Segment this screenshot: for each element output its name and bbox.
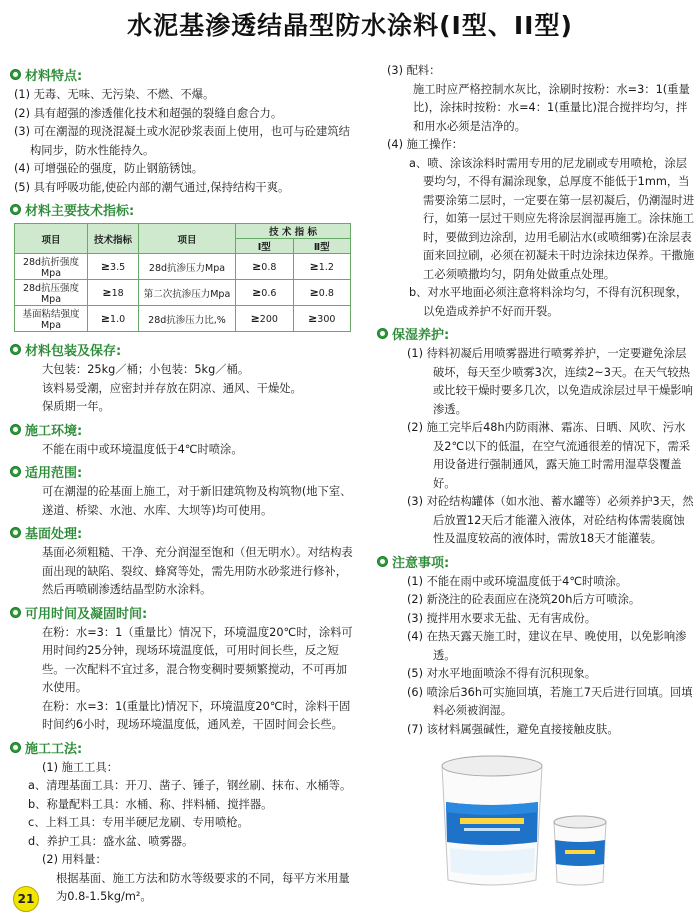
curing-item: (1) 待料初凝后用喷雾器进行喷雾养护，一定要避免涂层破坏，每天至少喷雾3次，连续2~3天。在天气较热或比较干燥时要多几次，以免造成涂层过早干燥影响渗透。 xyxy=(407,347,693,416)
section-bullet-icon xyxy=(10,466,21,477)
table-row xyxy=(15,306,351,332)
bucket-icon xyxy=(420,752,625,892)
section-notes-heading xyxy=(377,552,695,571)
dosage-heading: (2) 用料量： xyxy=(42,853,107,866)
mixing-heading: (3) 配料： xyxy=(387,64,441,77)
feature-item: (5) 具有呼吸功能,使砼内部的潮气通过,保持结构干爽。 xyxy=(14,180,290,194)
table-cell: ≥1.0 xyxy=(88,306,139,332)
table-cell: ≥300 xyxy=(293,306,351,332)
section-bullet-icon xyxy=(10,69,21,80)
packaging-line: 该料易受潮，应密封并存放在阴凉、通风、干燥处。 xyxy=(42,381,302,395)
note-item: (1) 不能在雨中或环境温度低于4℃时喷涂。 xyxy=(407,574,628,588)
table-row xyxy=(15,280,351,306)
operation-heading: (4) 施工操作： xyxy=(387,138,464,151)
section-title: 注意事项: xyxy=(392,555,450,571)
section-title: 可用时间及凝固时间: xyxy=(25,606,148,622)
section-title: 材料特点: xyxy=(25,69,83,84)
substrate-text: 基面必须粗糙、干净、充分润湿至饱和（但无明水）。对结构表面出现的缺陷、裂纹、蜂窝等处，需先用防水砂浆进行修补，然后再喷刷渗透结晶型防水涂料。 xyxy=(42,546,353,596)
section-curing-heading xyxy=(377,324,695,343)
section-substrate-heading xyxy=(10,523,355,542)
section-bullet-icon xyxy=(377,556,388,567)
table-cell: ≥3.5 xyxy=(88,254,139,280)
table-cell: 第二次抗渗压力Mpa xyxy=(139,280,236,306)
table-header: Ⅰ型 xyxy=(236,239,294,254)
tool-item: a、清理基面工具：开刀、凿子、锤子，钢丝刷、抹布、水桶等。 xyxy=(28,779,352,792)
potlife-paragraph: 在粉：水=3：1(重量比)情况下，环境温度20℃时，涂料干固时间约6小时，现场环境温度低，通风差，干固时间会长些。 xyxy=(42,699,351,731)
table-cell: 28d抗渗压力比,% xyxy=(139,306,236,332)
table-cell: 28d抗渗压力Mpa xyxy=(139,254,236,280)
note-item: (5) 对水平地面喷涂不得有沉积现象。 xyxy=(407,667,597,680)
table-header: 技 术 指 标 xyxy=(236,224,351,239)
operation-item: a、喷、涂该涂料时需用专用的尼龙刷或专用喷枪，涂层要均匀，不得有漏涂现象，总厚度不能低于1mm，当需要涂第二层时，一定要在第一层初凝后，仍潮湿时进行，如第一层过干则应先将涂层润湿再施工。涂抹施工时，要做到边涂刮，边用毛刷沾水(或喷细雾)在涂层表面来回拉刷，必须在初凝未干时边涂抹边保养。干撒施工必须喷撒均匀，阴角处做重点处理。 xyxy=(409,156,695,281)
section-environment-heading xyxy=(10,420,355,439)
product-buckets-image xyxy=(420,752,625,892)
potlife-paragraph: 在粉：水=3：1（重量比）情况下，环境温度20℃时，涂料可用时间约25分钟，现场环境温度低，可用时间长些，反之短些。一次配料不宜过多，混合物变稠时要频繁搅动，不可再加水使用。 xyxy=(42,625,353,694)
tool-item: d、养护工具：盛水盆、喷雾器。 xyxy=(28,834,194,848)
table-header: Ⅱ型 xyxy=(293,239,351,254)
section-scope-heading xyxy=(10,462,355,481)
section-packaging-heading xyxy=(10,340,355,359)
packaging-line: 保质期一年。 xyxy=(42,400,110,413)
section-bullet-icon xyxy=(377,328,388,339)
packaging-line: 大包装：25kg／桶；小包装：5kg／桶。 xyxy=(42,363,250,376)
table-cell: 基面粘结强度Mpa xyxy=(15,306,88,332)
table-cell: ≥1.2 xyxy=(293,254,351,280)
section-title: 施工环境: xyxy=(25,423,83,439)
section-title: 施工工法: xyxy=(25,741,83,757)
operation-item: b、对水平地面必须注意将料涂均匀，不得有沉积现象，以免造成养护不好而开裂。 xyxy=(409,286,688,318)
page-title: 水泥基渗透结晶型防水涂料(Ⅰ型、II型) xyxy=(127,11,573,40)
page-number-badge: 21 xyxy=(13,886,39,912)
table-row xyxy=(15,254,351,280)
section-bullet-icon xyxy=(10,607,21,618)
section-construction-heading xyxy=(10,738,355,757)
table-cell: ≥0.6 xyxy=(236,280,294,306)
scope-text: 可在潮湿的砼基面上施工，对于新旧建筑物及构筑物(地下室、遂道、桥梁、水池、水库、大坝等)均可使用。 xyxy=(42,485,352,517)
table-cell: ≥18 xyxy=(88,280,139,306)
mixing-text: 施工时应严格控制水灰比，涂刷时按粉：水=3：1(重量比)，涂抹时按粉：水=4：1(重量比)混合搅拌均匀，拌和用水必须是洁净的。 xyxy=(413,82,690,133)
section-bullet-icon xyxy=(10,344,21,355)
tools-heading: (1) 施工工具： xyxy=(42,760,119,774)
left-column xyxy=(10,62,355,907)
section-bullet-icon xyxy=(10,424,21,435)
note-item: (3) 搅拌用水要求无盐、无有害成份。 xyxy=(407,611,597,625)
table-cell: 28d抗压强度Mpa xyxy=(15,280,88,306)
tool-item: c、上料工具：专用半硬尼龙刷、专用喷枪。 xyxy=(28,816,249,829)
environment-text: 不能在雨中或环境温度低于4℃时喷涂。 xyxy=(42,442,243,456)
feature-item: (3) 可在潮湿的现浇混凝土或水泥砂浆表面上使用，也可与砼建筑结构同步，防水性能持久。 xyxy=(14,125,350,157)
feature-item: (4) 可增强砼的强度，防止钢筋锈蚀。 xyxy=(14,162,204,175)
section-specs-heading xyxy=(10,200,355,219)
curing-item: (2) 施工完毕后48h内防雨淋、霜冻、日晒、风吹、污水及2℃以下的低温，在空气流通很差的情况下，需采用设备进行强制通风，露天施工时需用湿草袋覆盖好。 xyxy=(407,421,691,490)
section-bullet-icon xyxy=(10,527,21,538)
table-cell: 28d抗折强度Mpa xyxy=(15,254,88,280)
feature-item: (2) 具有超强的渗透催化技术和超强的裂缝自愈合力。 xyxy=(14,106,283,120)
section-title: 适用范围: xyxy=(25,466,83,481)
tool-item: b、称量配料工具：水桶、称、拌料桶、搅拌器。 xyxy=(28,797,273,811)
table-cell: ≥0.8 xyxy=(293,280,351,306)
section-title: 材料主要技术指标: xyxy=(25,204,135,219)
section-potlife-heading xyxy=(10,603,355,622)
note-item: (4) 在热天露天施工时，建议在早、晚使用，以免影响渗透。 xyxy=(407,630,687,662)
curing-item: (3) 对砼结构罐体（如水池、蓄水罐等）必须养护3天，然后放置12天后才能灌入液体，对砼结构体需装腐蚀性及温度较高的液体时，需放18天才能灌装。 xyxy=(407,495,694,545)
section-features-heading xyxy=(10,65,355,84)
feature-item: (1) 无毒、无味、无污染、不燃、不爆。 xyxy=(14,88,215,101)
right-column xyxy=(377,62,695,739)
section-title: 基面处理: xyxy=(25,527,83,542)
note-item: (7) 该材料属强碱性，避免直接接触皮肤。 xyxy=(407,722,619,736)
section-bullet-icon xyxy=(10,742,21,753)
table-header: 技术指标 xyxy=(88,224,139,254)
section-title: 材料包装及保存: xyxy=(25,344,122,359)
spec-table xyxy=(14,223,351,332)
section-title: 保湿养护: xyxy=(392,328,450,343)
table-cell: ≥200 xyxy=(236,306,294,332)
note-item: (6) 喷涂后36h可实施回填，若施工7天后进行回填。回填料必须被润湿。 xyxy=(407,685,693,717)
dosage-text: 根据基面、施工方法和防水等级要求的不同，每平方米用量为0.8-1.5kg/m²。 xyxy=(56,871,350,903)
section-bullet-icon xyxy=(10,204,21,215)
note-item: (2) 新浇注的砼表面应在浇筑20h后方可喷涂。 xyxy=(407,593,641,606)
table-header: 项目 xyxy=(15,224,88,254)
table-header: 项目 xyxy=(139,224,236,254)
table-cell: ≥0.8 xyxy=(236,254,294,280)
